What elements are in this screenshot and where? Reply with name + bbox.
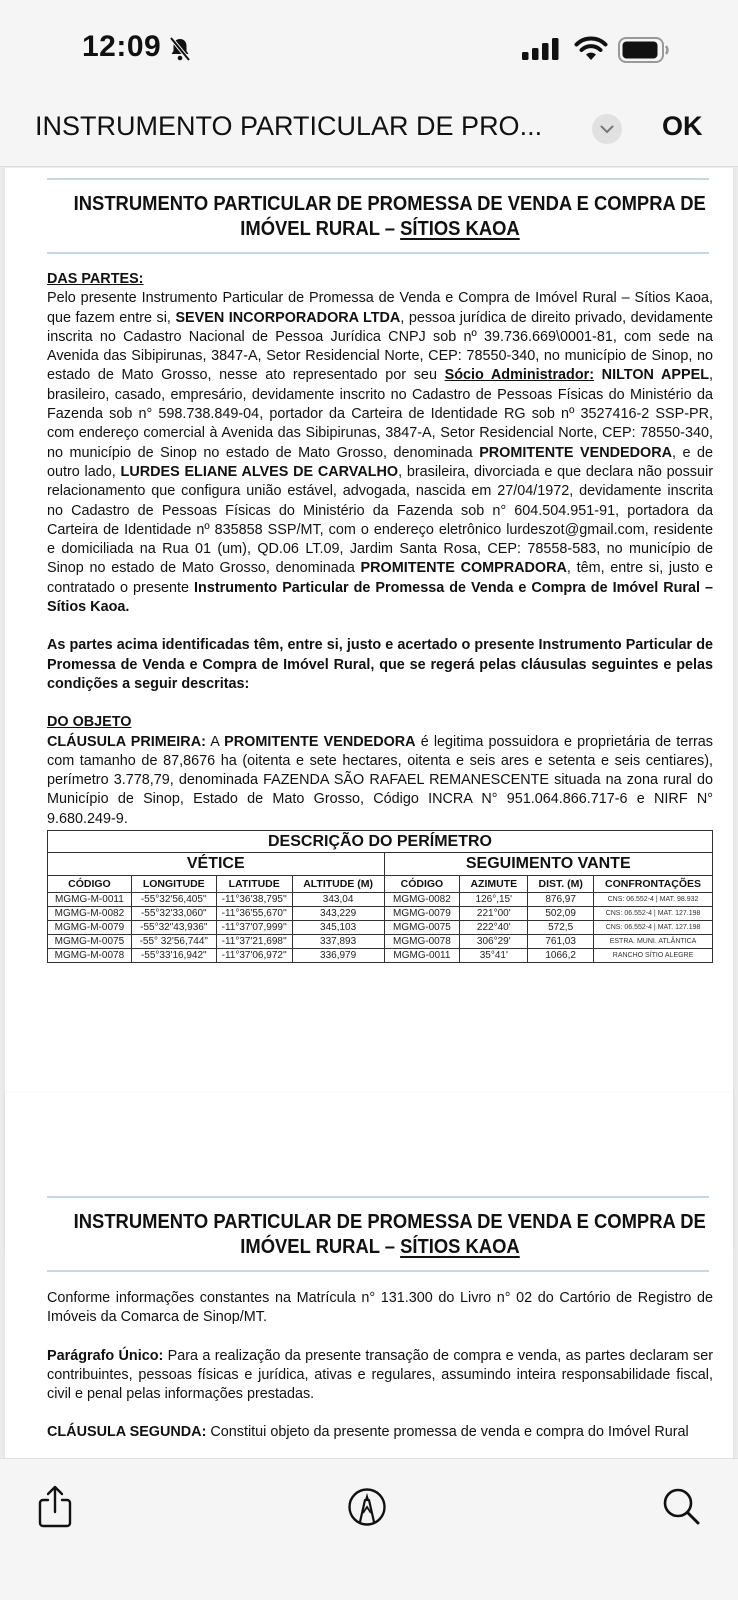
paragraph-unico: Parágrafo Único: Para a realização da presente transação de compra e venda, as partes declaram ser contribuintes, pessoas físicas e jurídica, ativas e regulares, assumindo inteira responsabilidade fiscal, civil e penal pelas informações prestadas. [47,1347,713,1403]
ok-button[interactable]: OK [662,111,703,141]
share-button[interactable] [33,1485,77,1529]
header-rule-top [47,178,709,180]
doc-header-line2: IMÓVEL RURAL – SÍTIOS KAOA [240,218,520,240]
document-viewer[interactable] [0,168,738,1458]
table-row: MGMG-M-0075 -55° 32'56,744" -11°37'21,698'' 337,893 MGMG-0078 306°29' 761,03 ESTRA. MUNI. ATLÂNTICA [48,935,713,949]
paragraph-clausula-segunda: CLÁUSULA SEGUNDA: Constitui objeto da presente promessa de venda e compra do Imóvel Rural [47,1424,689,1441]
column-header: ALTITUDE (M) [292,876,384,893]
paragraph-clausula-primeira: CLÁUSULA PRIMEIRA: A PROMITENTE VENDEDORA é legitima possuidora e proprietária de terras com tamanho de 87,8676 ha (oitenta e sete hectares, oitenta e seis ares e setenta e seis centiares), perímetro 3.778,79, denominada FAZENDA SÃO RAFAEL REMANESCENTE situada na zona rural do Município de Sinop, Estado de Mato Grosso, Código INCRA N° 951.064.866.717-6 e NIRF N° 9.680.249-9. [47,733,714,827]
battery-icon [618,37,670,63]
column-header: AZIMUTE [460,876,528,893]
doc-header-title [73,192,706,242]
doc-header-line1: INSTRUMENTO PARTICULAR DE PROMESSA DE VENDA E COMPRA DE [73,193,706,215]
title-menu-button[interactable] [592,114,622,144]
table-group-seguimento: SEGUIMENTO VANTE [384,853,713,876]
status-bar [0,0,738,95]
perimeter-table [47,830,713,963]
table-group-vertice: VÉTICE [48,853,385,876]
document-page-1 [5,168,733,1249]
doc-header-underlined: SÍTIOS KAOA [400,218,520,240]
search-icon [662,1487,702,1527]
header-rule-top [47,1196,709,1198]
share-icon [37,1485,73,1529]
paragraph-agreement: As partes acima identificadas têm, entre si, justo e acertado o presente Instrumento Particular de Promessa de Venda e Compra de Imóvel Rural, que se regerá pelas cláusulas seguintes e pelas condições a seguir descritas: [47,637,713,692]
column-header: CÓDIGO [48,876,132,893]
doc-header-underlined: SÍTIOS KAOA [400,1236,520,1258]
markup-button[interactable] [345,1485,389,1529]
column-header: CONFRONTAÇÕES [594,876,713,893]
document-nav-bar [0,95,738,167]
page-1-content [47,178,713,963]
document-page-2 [5,1093,733,1458]
table-row: MGMG-M-0011 -55°32'56,405'' -11°36'38,795'' 343,04 MGMG-0082 126°,15' 876,97 CNS: 06.552-4 | MAT. 98.932 [48,893,713,907]
section-heading-do-objeto: DO OBJETO [47,714,132,731]
paragraph-parties: Pelo presente Instrumento Particular de Promessa de Venda e Compra de Imóvel Rural – Sítios Kaoa, que fazem entre si, SEVEN INCORPORADORA LTDA, pessoa jurídica de direito privado, devidamente inscrita no Cadastro Nacional de Pessoa Jurídica CNPJ sob nº 39.736.669\0001-81, com sede na Avenida das Sibipirunas, 3847-A, Setor Residencial Norte, CEP: 78550-340, no município de Sinop, no estado de Mato Grosso, nesse ato representado por seu Sócio Administrador: NILTON APPEL, brasileiro, casado, empresário, devidamente inscrito no Cadastro de Pessoas Físicas do Ministério da Fazenda sob n° 598.738.849-04, portador da Carteira de Identidade RG sob nº 3527416-2 SSP-PR, com endereço comercial à Avenida das Sibipirunas, 3847-A, Setor Residencial Norte, CEP: 78550-340, no município de Sinop no estado de Mato Grosso, denominada PROMITENTE VENDEDORA, e de outro lado, LURDES ELIANE ALVES DE CARVALHO, brasileira, divorciada e que declara não possuir relacionamento que configura união estável, advogada, nascida em 27/04/1972, devidamente inscrita no Cadastro de Pessoas Físicas do Ministério da Fazenda sob n° 604.504.951-91, portadora da Carteira de Identidade nº 835858 SSP/MT, com o endereço eletrônico lurdeszot@gmail.com, residente e domiciliada na Rua 01 (um), QD.06 LT.09, Jardim Santa Rosa, CEP: 78558-583, no município de Sinop no estado de Mato Grosso, denominada PROMITENTE COMPRADORA, têm, entre si, justo e contratado o presente Instrumento Particular de Promessa de Venda e Compra de Imóvel Rural – Sítios Kaoa. [47,290,713,616]
doc-header-line1: INSTRUMENTO PARTICULAR DE PROMESSA DE VENDA E COMPRA DE [73,1211,706,1233]
wifi-icon [574,35,608,61]
bell-slash-icon [168,36,192,62]
table-row: MGMG-M-0078 -55°33'16,942" -11°37'06,972'' 336,979 MGMG-0011 35°41' 1066,2 RANCHO SÍTIO ALEGRE [48,949,713,963]
table-row: MGMG-M-0082 -55°32'33,060" -11°36'55,670'' 343,229 MGMG-0079 221°00' 502,09 CNS: 06.552-4 | MAT. 127.198 [48,907,713,921]
paragraph-matricula: Conforme informações constantes na Matrícula n° 131.300 do Livro n° 02 do Cartório de Registro de Imóveis da Comarca de Sinop/MT. [47,1290,713,1326]
section-heading-das-partes: DAS PARTES: [47,271,144,287]
document-title[interactable]: INSTRUMENTO PARTICULAR DE PRO... [35,111,543,141]
column-header: LONGITUDE [131,876,216,893]
column-header: DIST. (M) [528,876,594,893]
table-row: MGMG-M-0079 -55°32"43,936" -11°37'07,999'' 345,103 MGMG-0075 222°40' 572,5 CNS: 06.552-4 | MAT. 127.198 [48,921,713,935]
doc-header-line2: IMÓVEL RURAL – SÍTIOS KAOA [240,1236,520,1258]
markup-icon [347,1487,387,1527]
page-2-content [47,1196,713,1443]
bottom-toolbar [0,1458,738,1600]
column-header: LATITUDE [216,876,292,893]
table-header-row [48,876,713,893]
table-title: DESCRIÇÃO DO PERÍMETRO [48,831,713,853]
search-button[interactable] [660,1485,704,1529]
status-time: 12:09 [82,30,162,63]
cellular-signal-icon [522,38,560,60]
doc-header-title [73,1210,706,1260]
column-header: CÓDIGO [384,876,460,893]
chevron-down-icon [600,125,614,134]
